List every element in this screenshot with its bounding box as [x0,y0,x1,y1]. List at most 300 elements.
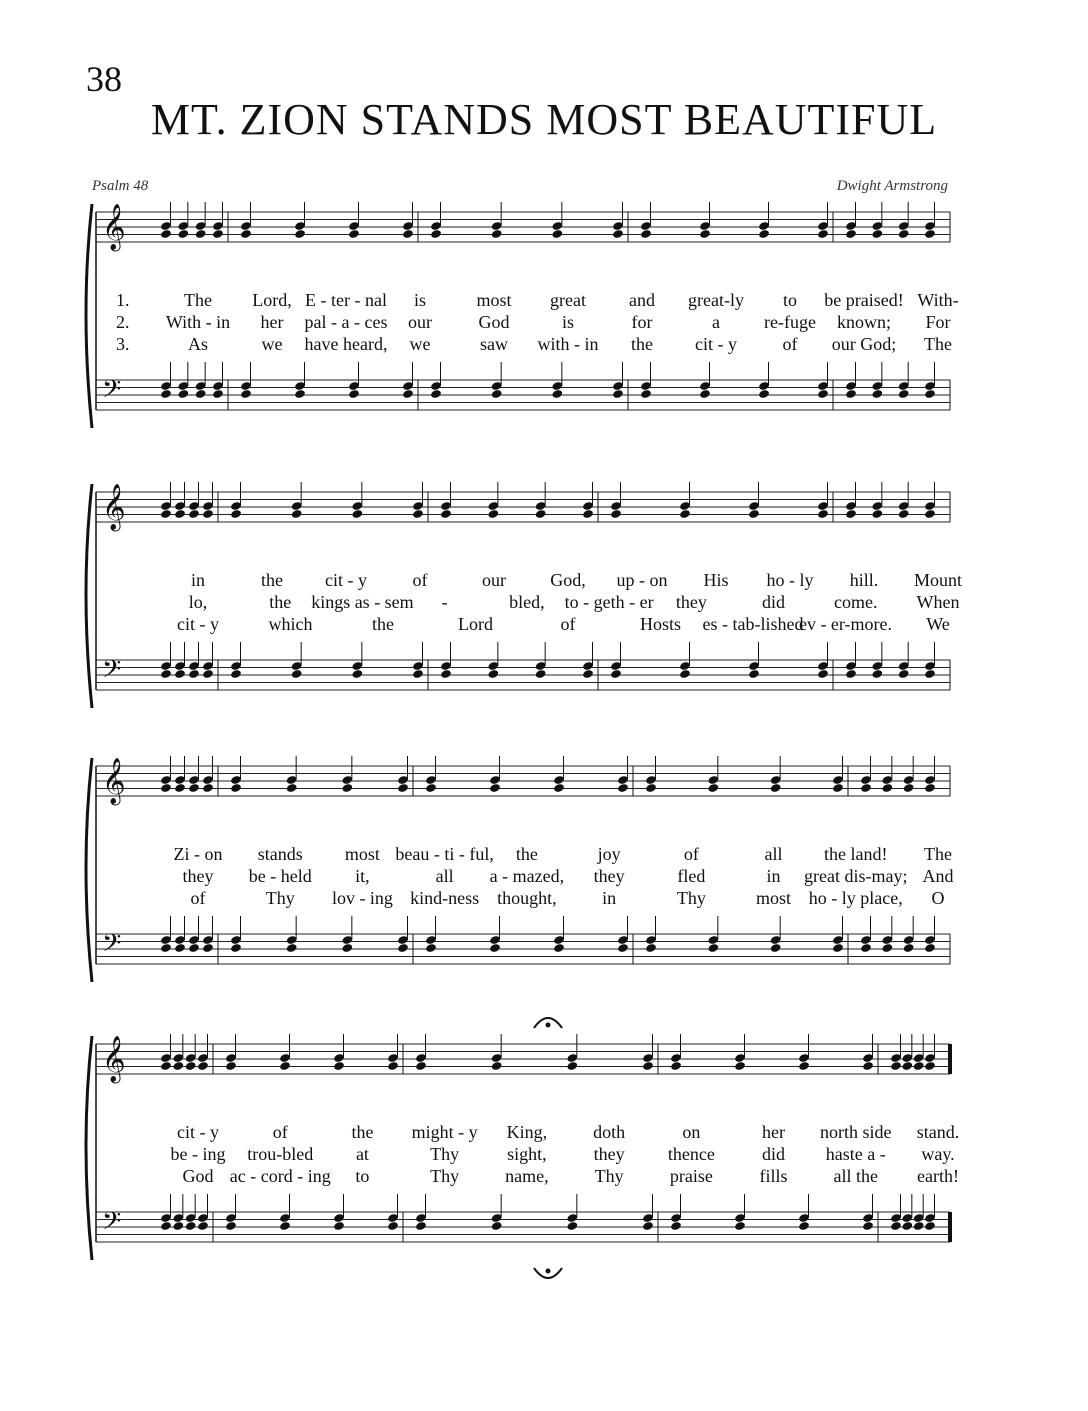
lyric-syllable: of [272,1122,288,1142]
treble-clef-icon: 𝄞 [102,1036,126,1081]
note-head [491,389,503,399]
note-head [177,229,189,239]
lyric-syllable: Zi - on [173,844,223,864]
note-head [845,229,857,239]
note-head [881,783,893,793]
lyric-syllable: sight, [507,1144,547,1164]
verse-line [88,614,954,636]
note-head [197,1061,209,1071]
note-head [294,229,306,239]
lyric-syllable: ho - ly [766,570,814,590]
note-head [240,389,252,399]
lyric-syllable: hill. [849,570,879,590]
note-head [279,1221,291,1231]
lyric-syllable: all [435,866,454,886]
lyric-syllable: be - held [248,866,312,886]
lyric-syllable: We [926,614,950,634]
lyric-syllable: way. [921,1144,955,1164]
lyric-syllable: God, [550,570,586,590]
note-head [230,669,242,679]
note-head [425,783,437,793]
lyric-syllable: - [441,592,448,612]
lyric-syllable: they [182,866,214,886]
lyric-syllable: With- [917,290,959,310]
note-head [901,1061,913,1071]
note-head [734,1061,746,1071]
lyric-syllable: come. [834,592,878,612]
lyric-syllable: thought, [497,888,557,908]
verse-line [88,1122,960,1144]
note-head [212,229,224,239]
note-head [341,783,353,793]
note-head [535,669,547,679]
lyric-syllable: might - y [411,1122,478,1142]
note-head [924,229,936,239]
note-head [679,669,691,679]
note-head [225,1061,237,1071]
note-head [898,229,910,239]
lyric-syllable: to [782,290,798,310]
lyric-syllable: The [924,334,952,354]
note-head [172,1061,184,1071]
lyric-syllable: As [187,334,209,354]
note-head [415,1221,427,1231]
lyric-syllable: they [593,1144,625,1164]
note-head [610,509,622,519]
lyric-syllable: and [629,290,655,310]
lyric-syllable: stands [257,844,303,864]
treble-clef-icon: 𝄞 [102,758,126,803]
lyric-syllable: trou-bled [247,1144,314,1164]
note-head [487,509,499,519]
note-head [160,943,172,953]
note-head [617,943,629,953]
note-head [202,669,214,679]
note-head [898,389,910,399]
lyric-syllable: And [922,866,954,886]
lyric-syllable: re-fuge [764,312,816,332]
lyric-syllable: es - tab-lished [702,614,804,634]
note-head [341,943,353,953]
note-head [640,389,652,399]
note-head [610,669,622,679]
note-head [898,509,910,519]
note-head [174,509,186,519]
lyric-syllable: most [756,888,792,908]
note-head [172,1221,184,1231]
note-head [491,229,503,239]
note-head [553,783,565,793]
lyric-syllable: our God; [831,334,897,354]
verse-line [88,334,954,356]
lyric-syllable: to [355,1166,370,1186]
lyric-syllable: Lord [458,614,493,634]
note-head [758,389,770,399]
lyric-syllable: beau - ti - ful, [395,844,494,864]
note-head [845,669,857,679]
lyric-syllable: did [762,1144,786,1164]
lyric-syllable: which [268,614,313,634]
note-head [489,943,501,953]
note-head [279,1061,291,1071]
note-head [582,509,594,519]
lyric-syllable: God [478,312,510,332]
lyric-syllable: pal - a - ces [304,312,388,332]
note-head [202,783,214,793]
lyric-syllable: of [560,614,576,634]
note-head [351,509,363,519]
note-head [387,1061,399,1071]
lyric-syllable: cit - y [177,1122,219,1142]
note-head [924,1221,936,1231]
note-head [642,1061,654,1071]
lyric-syllable: great-ly [688,290,744,310]
note-head [670,1221,682,1231]
note-head [566,1221,578,1231]
note-head [817,389,829,399]
note-head [291,669,303,679]
note-head [348,229,360,239]
note-head [177,389,189,399]
note-head [612,229,624,239]
lyric-syllable: be - ing [170,1144,226,1164]
note-head [160,1221,172,1231]
note-head [202,509,214,519]
note-head [188,943,200,953]
note-head [174,943,186,953]
note-head [642,1221,654,1231]
lyric-syllable: to - geth - er [564,592,654,612]
note-head [798,1221,810,1231]
lyric-syllable: Thy [265,888,295,908]
note-head [230,783,242,793]
note-head [185,1221,197,1231]
note-head [924,783,936,793]
note-head [551,229,563,239]
note-head [770,783,782,793]
verse-line [88,844,954,866]
fermata-icon [528,1008,568,1038]
note-head [491,1221,503,1231]
lyric-syllable: kind-ness [410,888,480,908]
lyric-syllable: for [631,312,653,332]
note-head [551,389,563,399]
note-head [415,1061,427,1071]
note-head [612,389,624,399]
note-head [487,669,499,679]
lyric-syllable: stand. [916,1122,960,1142]
hymn-title: MT. ZION STANDS MOST BEAUTIFUL [150,95,938,144]
note-head [566,1061,578,1071]
page-number: 38 [86,59,122,99]
note-head [924,509,936,519]
lyric-syllable: haste a - [825,1144,886,1164]
bass-clef-icon: 𝄢 [102,1208,122,1241]
note-head [871,509,883,519]
lyric-syllable: of [782,334,798,354]
lyric-syllable: her [260,312,284,332]
note-head [291,509,303,519]
bass-clef-icon: 𝄢 [102,656,122,689]
lyric-syllable: The [924,844,952,864]
verse-number: 3. [116,334,130,354]
note-head [860,943,872,953]
lyric-syllable: earth! [917,1166,959,1186]
note-head [871,669,883,679]
note-head [645,783,657,793]
treble-clef-icon: 𝄞 [102,484,126,529]
note-head [860,783,872,793]
composer-credit: Dwight Armstrong [836,178,948,194]
note-head [898,669,910,679]
lyric-syllable: Thy [430,1166,460,1186]
verse-line [88,570,963,592]
lyric-syllable: they [675,592,707,612]
verse-line [88,312,954,334]
verse-line [88,592,960,614]
note-head [188,509,200,519]
note-head [881,943,893,953]
note-head [845,389,857,399]
note-head [817,669,829,679]
note-head [832,943,844,953]
note-head [197,1221,209,1231]
lyric-syllable: cit - y [695,334,737,354]
lyric-syllable: When [916,592,960,612]
verse-line [88,1166,959,1188]
lyric-syllable: is [413,290,427,310]
note-head [924,669,936,679]
note-head [425,943,437,953]
note-head [286,943,298,953]
note-head [489,783,501,793]
lyric-syllable: our [482,570,506,590]
lyric-syllable: it, [355,866,370,886]
note-head [582,669,594,679]
lyric-syllable: at [355,1144,369,1164]
lyric-syllable: Thy [676,888,706,908]
lyric-syllable: we [261,334,283,354]
lyric-syllable: they [593,866,625,886]
note-head [230,943,242,953]
note-head [871,229,883,239]
note-head [195,229,207,239]
note-head [225,1221,237,1231]
lyric-syllable: Mount [913,570,963,590]
lyric-syllable: Lord, [252,290,292,310]
lyric-syllable: Hosts [639,614,682,634]
note-head [188,783,200,793]
verse-number: 1. [116,290,130,310]
lyric-syllable: King, [506,1122,548,1142]
lyric-syllable: most [476,290,512,310]
note-head [397,783,409,793]
lyric-syllable: up - on [616,570,668,590]
lyric-syllable: is [561,312,575,332]
note-head [862,1061,874,1071]
note-head [160,389,172,399]
lyric-syllable: in [602,888,617,908]
note-head [333,1061,345,1071]
note-head [174,783,186,793]
note-head [553,943,565,953]
lyric-syllable: most [344,844,380,864]
lyric-syllable: great [550,290,586,310]
note-head [645,943,657,953]
note-head [748,509,760,519]
note-head [903,943,915,953]
lyric-syllable: north side [820,1122,892,1142]
note-head [699,229,711,239]
note-head [491,1061,503,1071]
lyric-syllable: on [682,1122,701,1142]
lyric-syllable: The [184,290,212,310]
lyric-syllable: be praised! [824,290,904,310]
note-head [397,943,409,953]
lyric-syllable: ho - ly place, [808,888,903,908]
note-head [845,509,857,519]
note-head [402,229,414,239]
lyric-syllable: lo, [188,592,208,612]
note-head [412,669,424,679]
note-head [348,389,360,399]
lyric-syllable: O [931,888,945,908]
note-head [901,1221,913,1231]
lyric-syllable: fills [759,1166,788,1186]
note-head [903,783,915,793]
lyric-syllable: With - in [165,312,231,332]
lyric-syllable: name, [505,1166,549,1186]
note-head [195,389,207,399]
scripture-credit: Psalm 48 [92,178,149,194]
note-head [817,229,829,239]
note-head [699,389,711,399]
lyric-syllable: of [412,570,428,590]
note-head [862,1221,874,1231]
lyric-syllable: have heard, [304,334,388,354]
note-head [430,389,442,399]
bass-clef-icon: 𝄢 [102,376,122,409]
note-head [185,1061,197,1071]
note-head [440,509,452,519]
note-head [430,229,442,239]
lyric-syllable: the [261,570,283,590]
lyric-syllable: lov - ing [331,888,393,908]
note-head [770,943,782,953]
lyric-syllable: God [182,1166,214,1186]
lyric-syllable: the [631,334,653,354]
lyric-syllable: the [515,844,538,864]
lyric-syllable: doth [593,1122,626,1142]
note-head [230,509,242,519]
verse-line [88,1144,954,1166]
lyric-syllable: For [925,312,951,332]
lyric-syllable: a [712,312,720,332]
lyric-syllable: we [409,334,431,354]
note-head [160,229,172,239]
note-head [202,943,214,953]
note-head [174,669,186,679]
note-head [402,389,414,399]
lyric-syllable: Thy [594,1166,624,1186]
note-head [412,509,424,519]
note-head [333,1221,345,1231]
lyric-syllable: of [683,844,699,864]
verse-line [88,888,954,910]
note-head [924,943,936,953]
lyric-syllable: did [762,592,786,612]
verse-line [88,290,959,312]
note-head [212,389,224,399]
lyric-syllable: ev - er-more. [798,614,893,634]
note-head [707,783,719,793]
lyric-syllable: all the [833,1166,879,1186]
note-head [871,389,883,399]
lyric-syllable: bled, [509,592,545,612]
lyric-syllable: kings as - sem [311,592,414,612]
lyric-syllable: known; [837,312,891,332]
note-head [924,1061,936,1071]
lyric-syllable: the [269,592,292,612]
verse-line [88,866,954,888]
lyric-syllable: of [190,888,206,908]
lyric-syllable: praise [669,1166,713,1186]
note-head [440,669,452,679]
lyric-syllable: ac - cord - ing [229,1166,331,1186]
note-head [670,1061,682,1071]
lyric-syllable: in [766,866,781,886]
lyric-syllable: in [190,570,206,590]
note-head [294,389,306,399]
note-head [748,669,760,679]
note-head [640,229,652,239]
lyric-syllable: cit - y [177,614,219,634]
lyric-syllable: a - mazed, [489,866,565,886]
lyric-syllable: joy [597,844,621,864]
note-head [535,509,547,519]
note-head [832,783,844,793]
treble-clef-icon: 𝄞 [102,204,126,249]
lyric-syllable: E - ter - nal [305,290,387,310]
note-head [240,229,252,239]
note-head [890,1061,902,1071]
lyric-syllable: with - in [537,334,599,354]
note-head [679,509,691,519]
note-head [188,669,200,679]
lyric-syllable: thence [667,1144,715,1164]
note-head [798,1061,810,1071]
note-head [890,1221,902,1231]
note-head [160,509,172,519]
verse-number: 2. [116,312,130,332]
lyric-syllable: the [372,614,394,634]
lyric-syllable: all [764,844,783,864]
lyric-syllable: saw [480,334,508,354]
lyric-syllable: the [351,1122,374,1142]
note-head [351,669,363,679]
note-head [617,783,629,793]
note-head [734,1221,746,1231]
lyric-syllable: His [703,570,729,590]
lyric-syllable: our [408,312,432,332]
lyric-syllable: great dis-may; [804,866,908,886]
note-head [160,783,172,793]
note-head [160,1061,172,1071]
lyric-syllable: cit - y [325,570,367,590]
note-head [924,389,936,399]
note-head [913,1221,925,1231]
note-head [758,229,770,239]
